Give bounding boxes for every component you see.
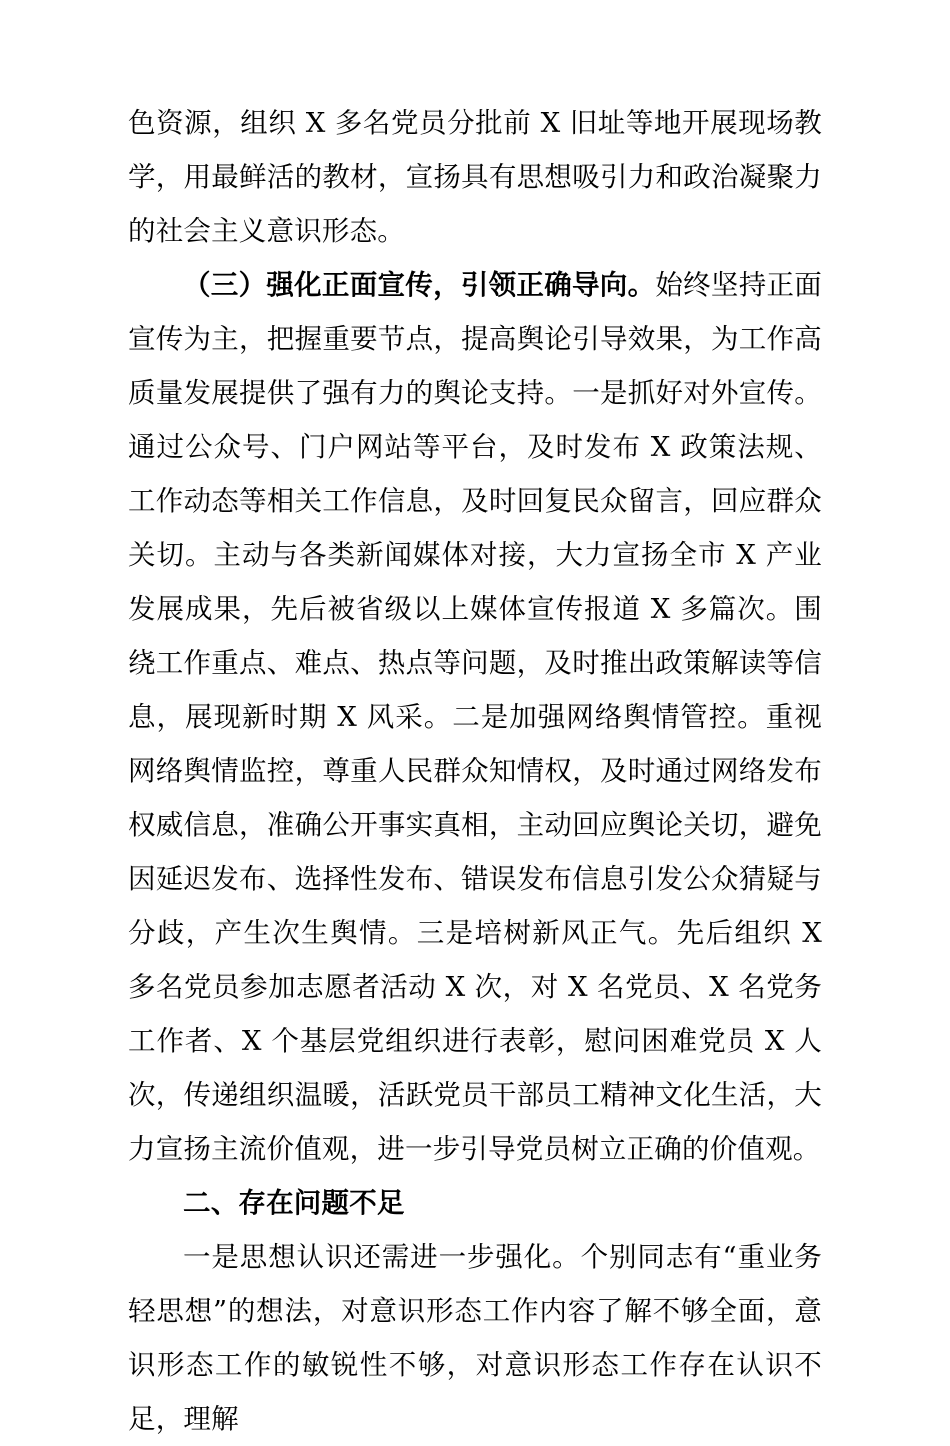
paragraph-section-three (128, 258, 822, 1176)
heading-text: 二、存在问题不足 (183, 1187, 405, 1219)
paragraph-text: 始终坚持正面宣传为主，把握重要节点，提高舆论引导效果，为工作高质量发展提供了强有力的舆论支持。一是抓好对外宣传。通过公众号、门户网站等平台，及时发布 X 政策法规、工作动态等相关工作信息，及时回复民众留言，回应群众关切。主动与各类新闻媒体对接，大力宣扬全市 X 产业发展成果，先后被省级以上媒体宣传报道 X 多篇次。围绕工作重点、难点、热点等问题，及时推出政策解读等信息，展现新时期 X 风采。二是加强网络舆情管控。重视网络舆情监控，尊重人民群众知情权，及时通过网络发布权威信息，准确公开事实真相，主动回应舆论关切，避免因延迟发布、选择性发布、错误发布信息引发公众猜疑与分歧，产生次生舆情。三是培树新风正气。先后组织 X 多名党员参加志愿者活动 X 次，对 X 名党员、X 名党务工作者、X 个基层党组织进行表彰，慰问困难党员 X 人次，传递组织温暖，活跃党员干部员工精神文化生活，大力宣扬主流价值观，进一步引导党员树立正确的价值观。 (128, 269, 822, 1165)
heading-section-two (128, 1176, 822, 1230)
paragraph-continued (128, 96, 822, 258)
paragraph-lead: 一是思想认识还需进一步强化。 (183, 1241, 581, 1273)
paragraph-lead-bold: （三）强化正面宣传，引领正确导向。 (183, 269, 656, 301)
paragraph-text: 色资源，组织 X 多名党员分批前 X 旧址等地开展现场教学，用最鲜活的教材，宣扬具有思想吸引力和政治凝聚力的社会主义意识形态。 (128, 107, 822, 247)
paragraph-text: 个别同志有“重业务轻思想”的想法，对意识形态工作内容了解不够全面，意识形态工作的敏锐性不够，对意识形态工作存在认识不足，理解 (128, 1241, 822, 1435)
paragraph-problem-one (128, 1230, 822, 1446)
document-body (128, 96, 822, 1446)
